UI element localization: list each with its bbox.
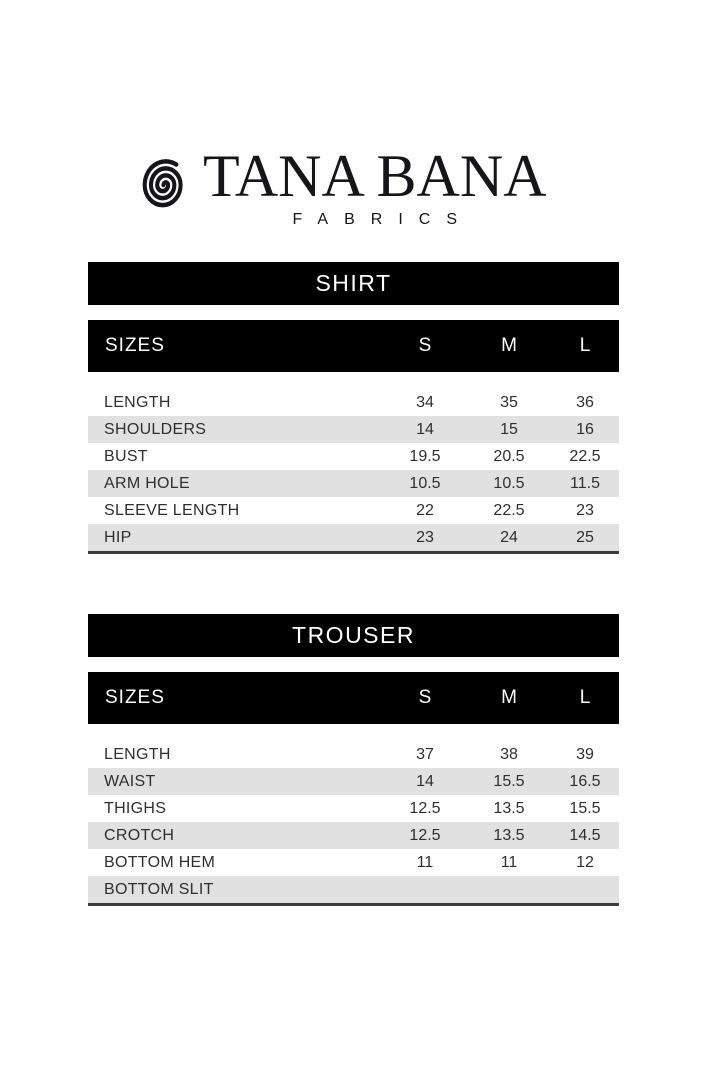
table-row <box>88 741 619 768</box>
row-label: BOTTOM SLIT <box>104 880 214 898</box>
size-value: 16 <box>576 420 594 438</box>
brand-text <box>203 143 547 229</box>
spiral-icon <box>140 157 190 213</box>
size-value: 11 <box>500 853 518 871</box>
col-head-l: L <box>579 687 591 708</box>
row-label: LENGTH <box>104 393 171 411</box>
size-value: 10.5 <box>493 474 525 492</box>
table-row <box>88 416 619 443</box>
size-value: 37 <box>416 745 434 763</box>
size-value: 22.5 <box>569 447 601 465</box>
size-value: 25 <box>576 528 594 546</box>
table-row <box>88 389 619 416</box>
size-value: 14 <box>416 420 434 438</box>
size-value: 35 <box>500 393 518 411</box>
size-value: 15.5 <box>569 799 601 817</box>
size-value: 23 <box>416 528 434 546</box>
row-label: BUST <box>104 447 148 465</box>
table-row <box>88 849 619 876</box>
size-value: 14.5 <box>569 826 601 844</box>
size-value: 12.5 <box>409 826 441 844</box>
table-row <box>88 497 619 524</box>
size-value: 36 <box>576 393 594 411</box>
size-value: 12 <box>576 853 594 871</box>
size-value: 38 <box>500 745 518 763</box>
table-row <box>88 795 619 822</box>
sizes-header-label: SIZES <box>105 335 165 356</box>
row-label: BOTTOM HEM <box>104 853 216 871</box>
brand-name: TANA BANA <box>203 143 547 209</box>
col-head-m: M <box>501 687 517 708</box>
shirt-section <box>88 262 619 554</box>
col-head-l: L <box>579 335 591 356</box>
row-label: SHOULDERS <box>104 420 207 438</box>
size-value: 10.5 <box>409 474 441 492</box>
shirt-rows <box>88 389 619 554</box>
shirt-sizes-header <box>88 320 619 372</box>
size-value: 34 <box>416 393 434 411</box>
row-label: SLEEVE LENGTH <box>104 501 240 519</box>
col-head-s: S <box>418 335 432 356</box>
col-head-m: M <box>501 335 517 356</box>
size-value: 13.5 <box>493 799 525 817</box>
row-label: CROTCH <box>104 826 175 844</box>
size-value: 11 <box>416 853 434 871</box>
size-value: 22 <box>416 501 434 519</box>
table-row <box>88 470 619 497</box>
trouser-sizes-header <box>88 672 619 724</box>
size-value: 15 <box>500 420 518 438</box>
size-value: 39 <box>576 745 594 763</box>
table-row <box>88 768 619 795</box>
table-row <box>88 524 619 551</box>
row-label: LENGTH <box>104 745 171 763</box>
trouser-title-bar: TROUSER <box>88 614 619 657</box>
brand-logo <box>140 143 547 229</box>
size-value: 13.5 <box>493 826 525 844</box>
size-value: 20.5 <box>493 447 525 465</box>
size-value: 12.5 <box>409 799 441 817</box>
sizes-header-label: SIZES <box>105 687 165 708</box>
size-value: 19.5 <box>409 447 441 465</box>
size-value: 14 <box>416 772 434 790</box>
row-label: HIP <box>104 528 132 546</box>
table-row <box>88 876 619 903</box>
row-label: ARM HOLE <box>104 474 190 492</box>
size-value: 24 <box>500 528 518 546</box>
size-value: 22.5 <box>493 501 525 519</box>
shirt-title-bar: SHIRT <box>88 262 619 305</box>
col-head-s: S <box>418 687 432 708</box>
size-value: 23 <box>576 501 594 519</box>
size-value: 16.5 <box>569 772 601 790</box>
table-row <box>88 822 619 849</box>
table-row <box>88 443 619 470</box>
brand-subtitle: FABRICS <box>292 211 473 228</box>
trouser-rows <box>88 741 619 906</box>
trouser-section <box>88 614 619 906</box>
row-label: WAIST <box>104 772 156 790</box>
row-label: THIGHS <box>104 799 167 817</box>
size-value: 11.5 <box>570 474 600 492</box>
size-value: 15.5 <box>493 772 525 790</box>
